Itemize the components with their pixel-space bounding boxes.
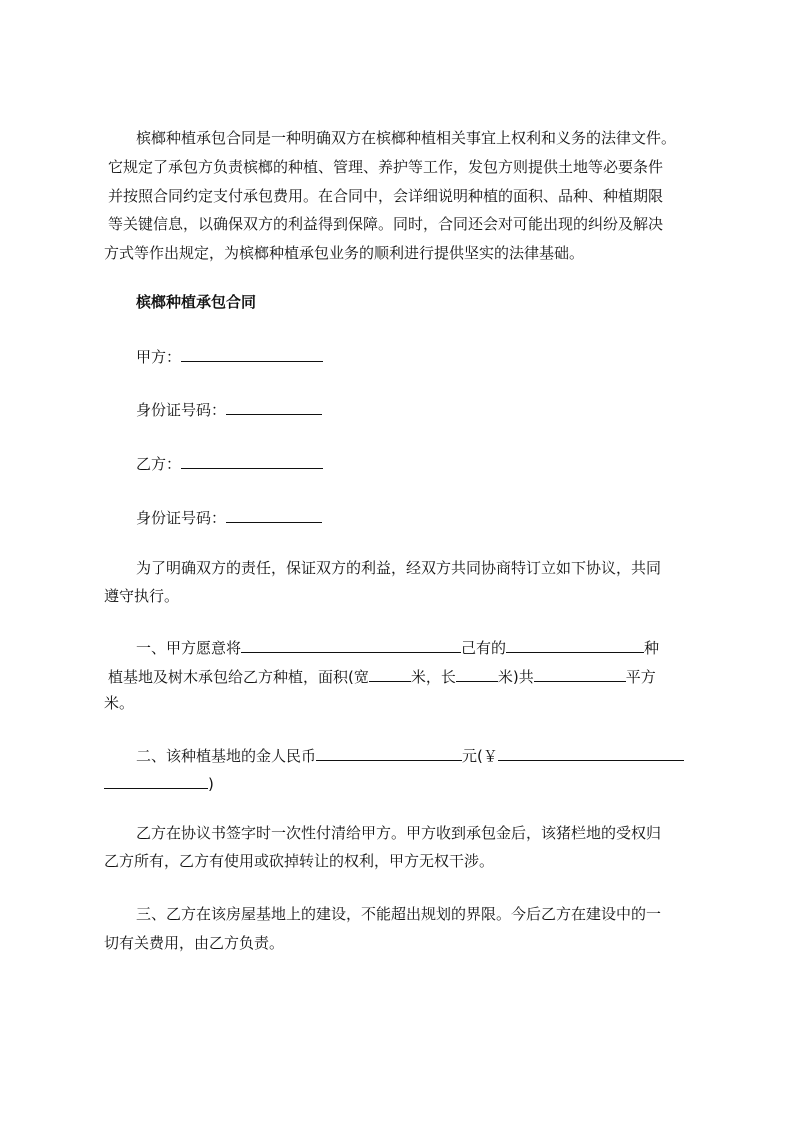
party-a-label: 甲方： xyxy=(136,348,182,366)
intro-line-3: 并按照合同约定支付承包费用。在合同中，会详细说明种植的面积、品种、种植期限 xyxy=(108,187,664,205)
clause1-text-c: 种 xyxy=(644,639,660,657)
clause1-line-2 xyxy=(108,665,656,687)
clause2-blank-amount-number[interactable] xyxy=(498,744,684,761)
clause1-text-g: 平方 xyxy=(625,668,656,686)
clause3-line-1: 三、乙方在该房屋基地上的建设，不能超出规划的界限。今后乙方在建设中的一 xyxy=(136,905,662,923)
id-b-blank[interactable] xyxy=(226,506,322,523)
preamble-line-1: 为了明确双方的责任，保证双方的利益，经双方共同协商特订立如下协议，共同 xyxy=(136,559,662,577)
clause2-text-c: ) xyxy=(208,775,214,793)
clause2-line-2 xyxy=(104,772,214,794)
clause1-text-e: 米，长 xyxy=(410,668,456,686)
clause1-text-f: 米)共 xyxy=(497,668,534,686)
clause1-blank-length[interactable] xyxy=(456,665,498,682)
party-b-blank[interactable] xyxy=(181,452,323,469)
contract-title: 槟榔种植承包合同 xyxy=(136,293,257,311)
intro-line-5: 方式等作出规定，为槟榔种植承包业务的顺利进行提供坚实的法律基础。 xyxy=(104,244,585,262)
intro-line-2: 它规定了承包方负责槟榔的种植、管理、养护等工作，发包方则提供土地等必要条件 xyxy=(108,158,664,176)
id-b-label: 身份证号码： xyxy=(136,509,227,527)
clause1-text-a: 一、甲方愿意将 xyxy=(136,639,242,657)
clause1-blank-owner[interactable] xyxy=(241,636,461,653)
clause1-blank-width[interactable] xyxy=(369,665,411,682)
clause2-text-a: 二、该种植基地的金人民币 xyxy=(136,747,317,765)
clause2b-line-2: 乙方所有，乙方有使用或砍掉转让的权利，甲方无权干涉。 xyxy=(104,852,495,870)
clause2-line-1 xyxy=(136,744,684,766)
id-a-blank[interactable] xyxy=(226,398,322,415)
preamble-line-2: 遵守执行。 xyxy=(104,587,180,605)
clause2-blank-amount-words[interactable] xyxy=(316,744,462,761)
id-a-field xyxy=(136,398,322,420)
party-a-field xyxy=(136,345,323,367)
id-a-label: 身份证号码： xyxy=(136,401,227,419)
clause1-blank-location[interactable] xyxy=(506,636,644,653)
party-b-field xyxy=(136,452,323,474)
clause2-text-b: 元(￥ xyxy=(462,747,498,765)
clause1-text-d: 植基地及树木承包给乙方种植，面积(宽 xyxy=(108,668,369,686)
id-b-field xyxy=(136,506,322,528)
party-b-label: 乙方： xyxy=(136,455,182,473)
clause1-text-b: 己有的 xyxy=(461,639,507,657)
intro-line-4: 等关键信息，以确保双方的利益得到保障。同时，合同还会对可能出现的纠纷及解决 xyxy=(108,215,664,233)
intro-line-1: 槟榔种植承包合同是一种明确双方在槟榔种植相关事宜上权利和义务的法律文件。 xyxy=(136,129,677,147)
clause2b-line-1: 乙方在协议书签字时一次性付清给甲方。甲方收到承包金后，该猪栏地的受权归 xyxy=(136,824,662,842)
clause2-blank-amount-number-cont[interactable] xyxy=(104,772,208,789)
clause1-line-1 xyxy=(136,636,659,658)
party-a-blank[interactable] xyxy=(181,345,323,362)
clause3-line-2: 切有关费用，由乙方负责。 xyxy=(104,934,285,952)
clause1-line-3: 米。 xyxy=(104,694,135,712)
clause1-blank-area[interactable] xyxy=(534,665,626,682)
